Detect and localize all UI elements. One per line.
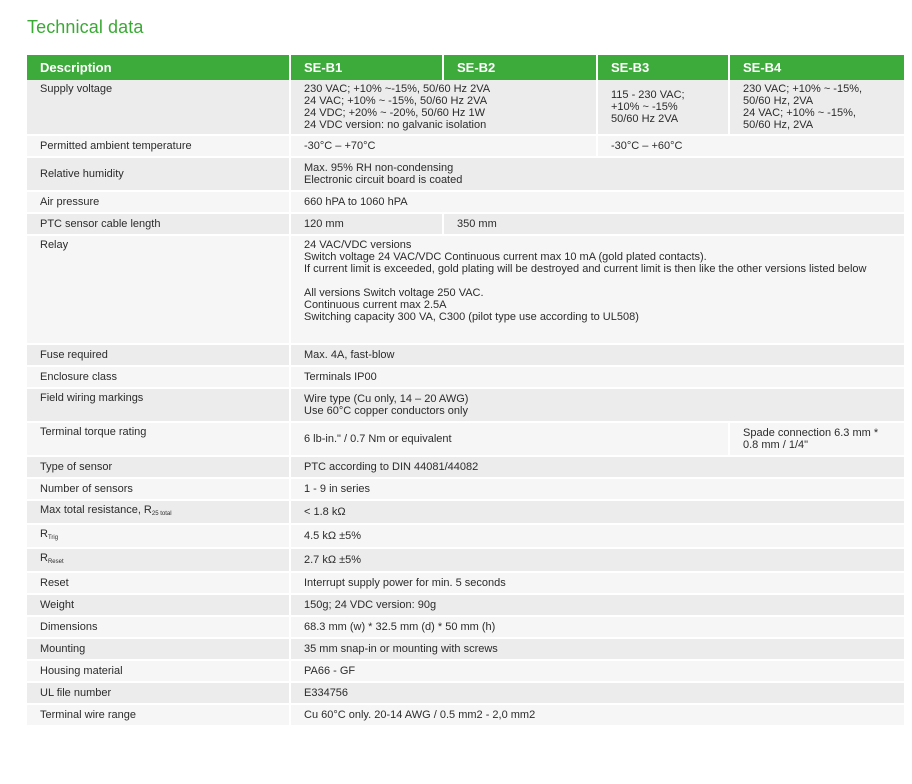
table-row — [27, 344, 904, 366]
cell-value: 350 mm — [443, 213, 904, 235]
table-row — [27, 135, 904, 157]
table-row — [27, 572, 904, 594]
cell-value: 150g; 24 VDC version: 90g — [290, 594, 904, 616]
table-row — [27, 548, 904, 572]
cell-value: 24 VAC/VDC versions Switch voltage 24 VAC/VDC Continuous current max 10 mA (gold plated contacts). If current limit is exceeded, gold plating will be destroyed and current limit is then like the other versions listed below All versions Switch voltage 250 VAC. Continuous current max 2.5A Switching capacity 300 VA, C300 (pilot type use according to UL508) — [290, 235, 904, 344]
cell-value: Max. 95% RH non-condensing Electronic circuit board is coated — [290, 157, 904, 191]
row-label-subscript: Trig — [47, 535, 59, 541]
table-row — [27, 616, 904, 638]
cell-value: 2.7 kΩ ±5% — [290, 548, 904, 572]
row-label: Terminal torque rating — [27, 422, 290, 456]
row-label-main: R — [40, 552, 48, 564]
row-label: Air pressure — [27, 191, 290, 213]
table-row — [27, 478, 904, 500]
row-label — [27, 524, 290, 548]
cell-value: PA66 - GF — [290, 660, 904, 682]
row-label: Dimensions — [27, 616, 290, 638]
header-se-b4: SE-B4 — [729, 55, 904, 80]
row-label: Weight — [27, 594, 290, 616]
cell-value: 68.3 mm (w) * 32.5 mm (d) * 50 mm (h) — [290, 616, 904, 638]
row-label: PTC sensor cable length — [27, 213, 290, 235]
cell-value: 120 mm — [290, 213, 443, 235]
table-row — [27, 524, 904, 548]
row-label: Field wiring markings — [27, 388, 290, 422]
row-label: Relay — [27, 235, 290, 344]
row-label — [27, 500, 290, 524]
row-label: Fuse required — [27, 344, 290, 366]
table-row — [27, 422, 904, 456]
cell-value: 1 - 9 in series — [290, 478, 904, 500]
row-label-subscript: Reset — [47, 559, 64, 565]
cell-value: < 1.8 kΩ — [290, 500, 904, 524]
header-se-b1: SE-B1 — [290, 55, 443, 80]
row-label-main: Max total resistance, R — [40, 504, 152, 516]
table-row — [27, 157, 904, 191]
table-row — [27, 235, 904, 344]
row-label: Mounting — [27, 638, 290, 660]
row-label: Reset — [27, 572, 290, 594]
table-row — [27, 388, 904, 422]
table-row — [27, 500, 904, 524]
row-label: UL file number — [27, 682, 290, 704]
cell-value: Wire type (Cu only, 14 – 20 AWG) Use 60°C copper conductors only — [290, 388, 904, 422]
header-description: Description — [27, 55, 290, 80]
technical-data-table — [27, 55, 904, 727]
cell-value: 230 VAC; +10% ~ -15%, 50/60 Hz, 2VA 24 VAC; +10% ~ -15%, 50/60 Hz, 2VA — [729, 80, 904, 135]
row-label: Housing material — [27, 660, 290, 682]
cell-value: -30°C – +70°C — [290, 135, 597, 157]
row-label: Relative humidity — [27, 157, 290, 191]
page-title: Technical data — [27, 17, 144, 37]
row-label: Permitted ambient temperature — [27, 135, 290, 157]
table-header-row — [27, 55, 904, 80]
cell-value: PTC according to DIN 44081/44082 — [290, 456, 904, 478]
cell-value: Interrupt supply power for min. 5 seconds — [290, 572, 904, 594]
cell-value: -30°C – +60°C — [597, 135, 904, 157]
row-label-subscript: 25 total — [151, 511, 172, 517]
table-row — [27, 704, 904, 726]
row-label — [27, 548, 290, 572]
cell-value: Spade connection 6.3 mm * 0.8 mm / 1/4" — [729, 422, 904, 456]
row-label: Enclosure class — [27, 366, 290, 388]
cell-value: E334756 — [290, 682, 904, 704]
row-label: Supply voltage — [27, 80, 290, 135]
cell-value: Cu 60°C only. 20-14 AWG / 0.5 mm2 - 2,0 mm2 — [290, 704, 904, 726]
header-se-b2: SE-B2 — [443, 55, 597, 80]
row-label-main: R — [40, 528, 48, 540]
cell-value: Terminals IP00 — [290, 366, 904, 388]
table-row — [27, 456, 904, 478]
table-row — [27, 594, 904, 616]
table-row — [27, 80, 904, 135]
row-label: Type of sensor — [27, 456, 290, 478]
cell-value: 6 lb-in." / 0.7 Nm or equivalent — [290, 422, 729, 456]
cell-value: 660 hPA to 1060 hPA — [290, 191, 904, 213]
row-label: Terminal wire range — [27, 704, 290, 726]
table-row — [27, 366, 904, 388]
table-row — [27, 638, 904, 660]
table-row — [27, 660, 904, 682]
table-row — [27, 682, 904, 704]
table-row — [27, 213, 904, 235]
row-label: Number of sensors — [27, 478, 290, 500]
cell-value: 115 - 230 VAC; +10% ~ -15% 50/60 Hz 2VA — [597, 80, 729, 135]
header-se-b3: SE-B3 — [597, 55, 729, 80]
cell-value: 4.5 kΩ ±5% — [290, 524, 904, 548]
cell-value: 35 mm snap-in or mounting with screws — [290, 638, 904, 660]
table-row — [27, 191, 904, 213]
cell-value: Max. 4A, fast-blow — [290, 344, 904, 366]
cell-value: 230 VAC; +10% ~-15%, 50/60 Hz 2VA 24 VAC; +10% ~ -15%, 50/60 Hz 2VA 24 VDC; +20% ~ -20%, 50/60 Hz 1W 24 VDC version: no galvanic isolation — [290, 80, 597, 135]
